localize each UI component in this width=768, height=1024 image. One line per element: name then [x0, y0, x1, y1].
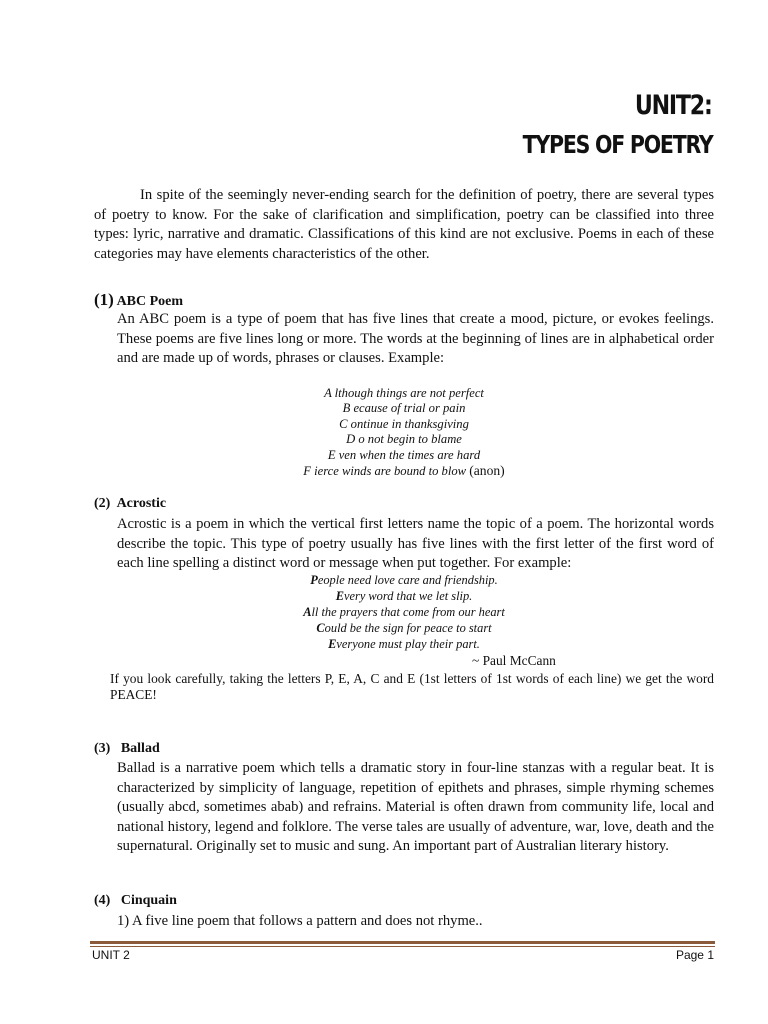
section-body-cinquain: 1) A five line poem that follows a pattern and does not rhyme.. [117, 913, 483, 929]
poem-line: Could be the sign for peace to start [316, 621, 492, 635]
section-body-acrostic: Acrostic is a poem in which the vertical first letters name the topic of a poem. The horizontal words describe the topic. This type of poetry usually has five lines with the first letter of the first word of each line spelling a distinct word or message when put together. For example: [117, 516, 714, 572]
poem-line: F ierce winds are bound to blow [303, 464, 467, 479]
section-body-ballad: Ballad is a narrative poem which tells a dramatic story in four-line stanzas with a regular beat. It is characterized by simplicity of language, repetition of epithets and phrases, simple rhyming schemes (usually abcd, sometimes abab) and refrains. Material is often drawn from community life, local and national history, legend and folklore. The verse tales are usually of adventure, war, love, death and the supernatural. Originally set to music and sung. An important part of Australian literary history. [117, 760, 714, 855]
acrostic-note: If you look carefully, taking the letters P, E, A, C and E (1st letters of 1st words of each line) we get the word PEACE! [110, 671, 714, 702]
section-number: (4) [94, 893, 111, 908]
section-heading-acrostic [94, 496, 166, 512]
poem-line: E ven when the times are hard [327, 447, 481, 462]
section-heading-cinquain [94, 893, 177, 909]
section-title: ABC Poem [116, 294, 184, 309]
poem-line: D o not begin to blame [346, 432, 462, 447]
unit-subtitle: TYPES OF POETRY [522, 130, 712, 159]
poem-line: Every word that we let slip. [335, 589, 473, 603]
poem-line: People need love care and friendship. [310, 573, 498, 587]
unit-title: UNIT2: [635, 90, 712, 121]
poem-attribution: (anon) [469, 463, 505, 479]
section-number: (1) [94, 290, 114, 309]
section-title: Acrostic [116, 496, 167, 511]
footer-page-number: Page 1 [675, 948, 714, 962]
section-number: (2) [94, 496, 111, 511]
footer-rule-thick [90, 941, 715, 944]
poem-author: ~ Paul McCann [472, 653, 556, 668]
section-number: (3) [94, 741, 111, 756]
abc-poem-example [94, 386, 714, 479]
section-heading-ballad [94, 741, 160, 757]
section-title: Ballad [120, 741, 160, 756]
footer-unit-label: UNIT 2 [92, 948, 130, 962]
section-body-abc-poem: An ABC poem is a type of poem that has five lines that create a mood, picture, or evokes feelings. These poems are five lines long or more. The words at the beginning of lines are in alphabetical order and are made up of words, phrases or clauses. Example: [117, 311, 714, 367]
footer-rule-thin [90, 946, 715, 947]
section-title: Cinquain [120, 893, 177, 908]
poem-line: Everyone must play their part. [328, 637, 480, 651]
acrostic-poem-example [94, 572, 714, 652]
poem-line: C ontinue in thanksgiving [339, 416, 469, 431]
poem-line: A lthough things are not perfect [324, 386, 484, 400]
poem-line: B ecause of trial or pain [342, 401, 466, 416]
poem-line: All the prayers that come from our heart [303, 605, 505, 619]
section-heading-abc-poem [94, 290, 183, 310]
intro-paragraph: In spite of the seemingly never-ending search for the definition of poetry, there are several types of poetry to know. For the sake of clarification and simplification, poetry can be classified into three types: lyric, narrative and dramatic. Classifications of this kind are not exclusive. Poems in each of these categories may have elements characteristics of the other. [94, 187, 714, 262]
poem-line-last [94, 463, 714, 479]
